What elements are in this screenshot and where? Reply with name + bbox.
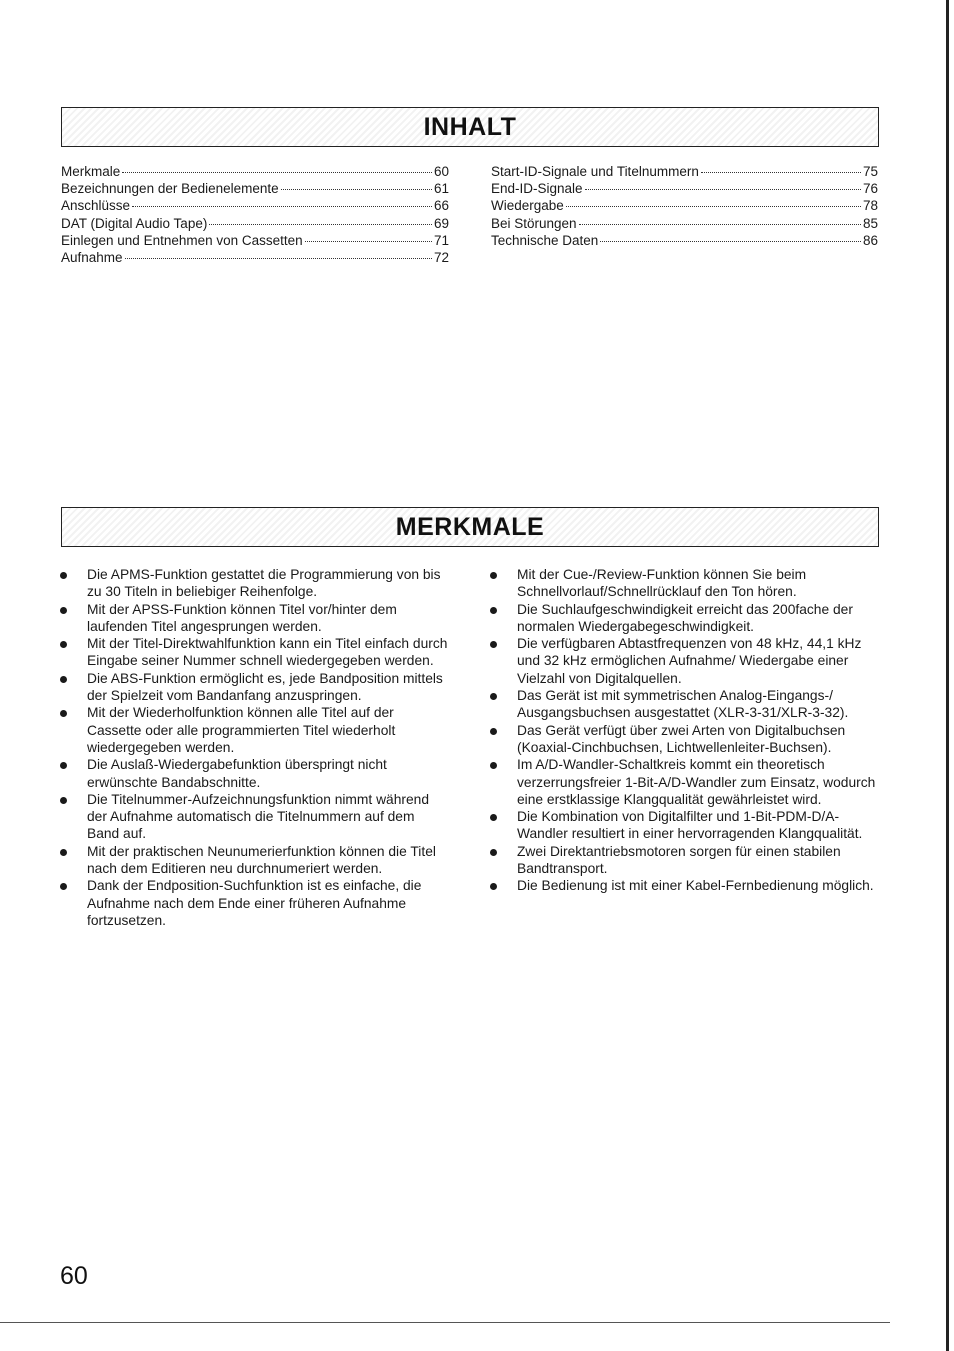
feature-item (490, 722, 878, 757)
toc-leader (600, 241, 861, 242)
feature-item (60, 756, 448, 791)
toc-entry (61, 180, 449, 197)
toc-entry-page: 86 (862, 232, 878, 248)
toc-leader (281, 189, 432, 190)
feature-item (60, 670, 448, 705)
toc-leader (209, 224, 432, 225)
bullet-icon (490, 607, 497, 614)
bullet-icon (60, 641, 67, 648)
feature-item (490, 843, 878, 878)
toc-entry-title: Merkmale (61, 164, 121, 179)
feature-text: Die ABS-Funktion ermöglicht es, jede Bandposition mittels der Spielzeit vom Bandanfang anzuspringen. (87, 670, 443, 704)
toc-leader (305, 241, 432, 242)
features-left-column (60, 566, 448, 929)
toc-right-column (491, 163, 878, 249)
toc-entry-page: 85 (862, 215, 878, 231)
feature-item (490, 566, 878, 601)
toc-entry-title: DAT (Digital Audio Tape) (61, 215, 208, 231)
bullet-icon (490, 641, 497, 648)
features-right-column (490, 566, 878, 895)
feature-item (490, 601, 878, 636)
bullet-icon (490, 883, 497, 890)
bullet-icon (60, 607, 67, 614)
toc-leader (579, 224, 861, 225)
bullet-icon (60, 710, 67, 717)
toc-left-column (61, 163, 449, 266)
bullet-icon (490, 849, 497, 856)
feature-text: Dank der Endposition-Suchfunktion ist es einfache, die Aufnahme nach dem Ende einer früheren Aufnahme fortzusetzen. (87, 878, 422, 928)
toc-entry-page: 72 (433, 250, 449, 266)
feature-item (60, 566, 448, 601)
feature-text: Mit der praktischen Neunumerierfunktion können die Titel nach dem Editieren neu durchnumeriert werden. (87, 843, 436, 877)
toc-entry-page: 66 (433, 198, 449, 214)
feature-item (60, 704, 448, 756)
feature-text: Die Bedienung ist mit einer Kabel-Fernbedienung möglich. (517, 878, 874, 894)
features-heading: MERKMALE (395, 513, 545, 541)
feature-item (490, 635, 878, 687)
bullet-icon (60, 849, 67, 856)
toc-entry-title: Aufnahme (61, 250, 123, 266)
bullet-icon (60, 676, 67, 683)
bullet-icon (60, 797, 67, 804)
binding-edge (946, 0, 949, 1351)
feature-text: Die Suchlaufgeschwindigkeit erreicht das 200fache der normalen Wiedergabegeschwindigkeit. (517, 601, 853, 634)
bullet-icon (60, 762, 67, 769)
feature-text: Die Auslaß-Wiedergabefunktion überspringt nicht erwünschte Bandabschnitte. (87, 757, 387, 790)
bullet-icon (490, 572, 497, 579)
toc-entry-page: 75 (862, 164, 878, 179)
feature-text: Mit der APSS-Funktion können Titel vor/hinter dem laufenden Titel angesprungen werden. (87, 601, 397, 634)
toc-heading: INHALT (423, 113, 517, 141)
feature-text: Die Kombination von Digitalfilter und 1-Bit-PDM-D/A-Wandler resultiert in einer hervorragenden Klangqualität. (517, 809, 863, 842)
bullet-icon (60, 572, 67, 579)
toc-entry-title: Bezeichnungen der Bedienelemente (61, 181, 279, 197)
feature-text: Zwei Direktantriebsmotoren sorgen für einen stabilen Bandtransport. (517, 843, 841, 877)
bullet-icon (60, 883, 67, 890)
feature-text: Die Titelnummer-Aufzeichnungsfunktion nimmt während der Aufnahme automatisch die Titelnummern auf dem Band auf. (87, 791, 430, 842)
toc-entry-title: Einlegen und Entnehmen von Cassetten (61, 232, 303, 248)
toc-entry (491, 163, 878, 180)
toc-entry (61, 215, 449, 232)
toc-leader (122, 172, 432, 173)
toc-entry-title: Bei Störungen (491, 215, 577, 231)
toc-entry-page: 78 (862, 198, 878, 214)
feature-item (490, 756, 878, 808)
toc-entry (61, 163, 449, 180)
toc-entry (61, 197, 449, 214)
toc-heading-box (61, 107, 879, 147)
feature-item (490, 687, 878, 722)
toc-leader (132, 206, 432, 207)
toc-entry (61, 249, 449, 266)
bottom-rule (0, 1322, 890, 1323)
feature-text: Die verfügbaren Abtastfrequenzen von 48 kHz, 44,1 kHz und 32 kHz ermöglichen Aufnahme/ Wiedergabe einer Vielzahl von Digitalquellen. (517, 636, 862, 686)
toc-entry (491, 180, 878, 197)
feature-list (490, 566, 878, 895)
feature-item (490, 808, 878, 843)
toc-entry-page: 69 (433, 215, 449, 231)
feature-item (490, 877, 878, 894)
feature-text: Mit der Cue-/Review-Funktion können Sie beim Schnellvorlauf/Schnellrücklauf den Ton hören. (517, 567, 807, 600)
toc-leader (701, 172, 861, 173)
feature-text: Mit der Titel-Direktwahlfunktion kann ein Titel einfach durch Eingabe seiner Nummer schnell wiedergegeben werden. (87, 636, 448, 669)
toc-entry-title: Start-ID-Signale und Titelnummern (491, 164, 699, 179)
bullet-icon (490, 728, 497, 735)
features-heading-box (61, 507, 879, 547)
feature-item (60, 843, 448, 878)
feature-item (60, 635, 448, 670)
toc-entry (491, 215, 878, 232)
toc-entry (61, 232, 449, 249)
toc-leader (125, 258, 432, 259)
feature-text: Das Gerät ist mit symmetrischen Analog-Eingangs-/ Ausgangsbuchsen ausgestattet (XLR-3-31/XLR-3-32). (517, 688, 849, 721)
feature-item (60, 791, 448, 843)
toc-entry-page: 60 (433, 164, 449, 179)
page-number: 60 (60, 1262, 88, 1290)
toc-entry-title: End-ID-Signale (491, 181, 583, 197)
feature-text: Mit der Wiederholfunktion können alle Titel auf der Cassette oder alle programmierten Titel wiederholt wiedergegeben werden. (87, 705, 396, 755)
toc-entry (491, 197, 878, 214)
bullet-icon (490, 814, 497, 821)
feature-text: Im A/D-Wandler-Schaltkreis kommt ein theoretisch verzerrungsfreier 1-Bit-A/D-Wandler zum Einsatz, wodurch eine erstklassige Klangqualität gewährleistet wird. (517, 757, 876, 807)
toc-leader (566, 206, 861, 207)
toc-entry-page: 71 (433, 232, 449, 248)
feature-text: Das Gerät verfügt über zwei Arten von Digitalbuchsen (Koaxial-Cinchbuchsen, Lichtwellenleiter-Buchsen). (517, 722, 846, 755)
toc-entry-title: Anschlüsse (61, 198, 131, 214)
toc-entry (491, 232, 878, 249)
feature-item (60, 601, 448, 636)
toc-entry-page: 61 (433, 181, 449, 197)
feature-list (60, 566, 448, 929)
feature-item (60, 877, 448, 929)
bullet-icon (490, 693, 497, 700)
toc-entry-title: Wiedergabe (491, 198, 564, 214)
bullet-icon (490, 762, 497, 769)
feature-text: Die APMS-Funktion gestattet die Programmierung von bis zu 30 Titeln in beliebiger Reihenfolge. (87, 567, 441, 600)
toc-leader (585, 189, 861, 190)
toc-entry-title: Technische Daten (491, 232, 599, 248)
toc-entry-page: 76 (862, 181, 878, 197)
